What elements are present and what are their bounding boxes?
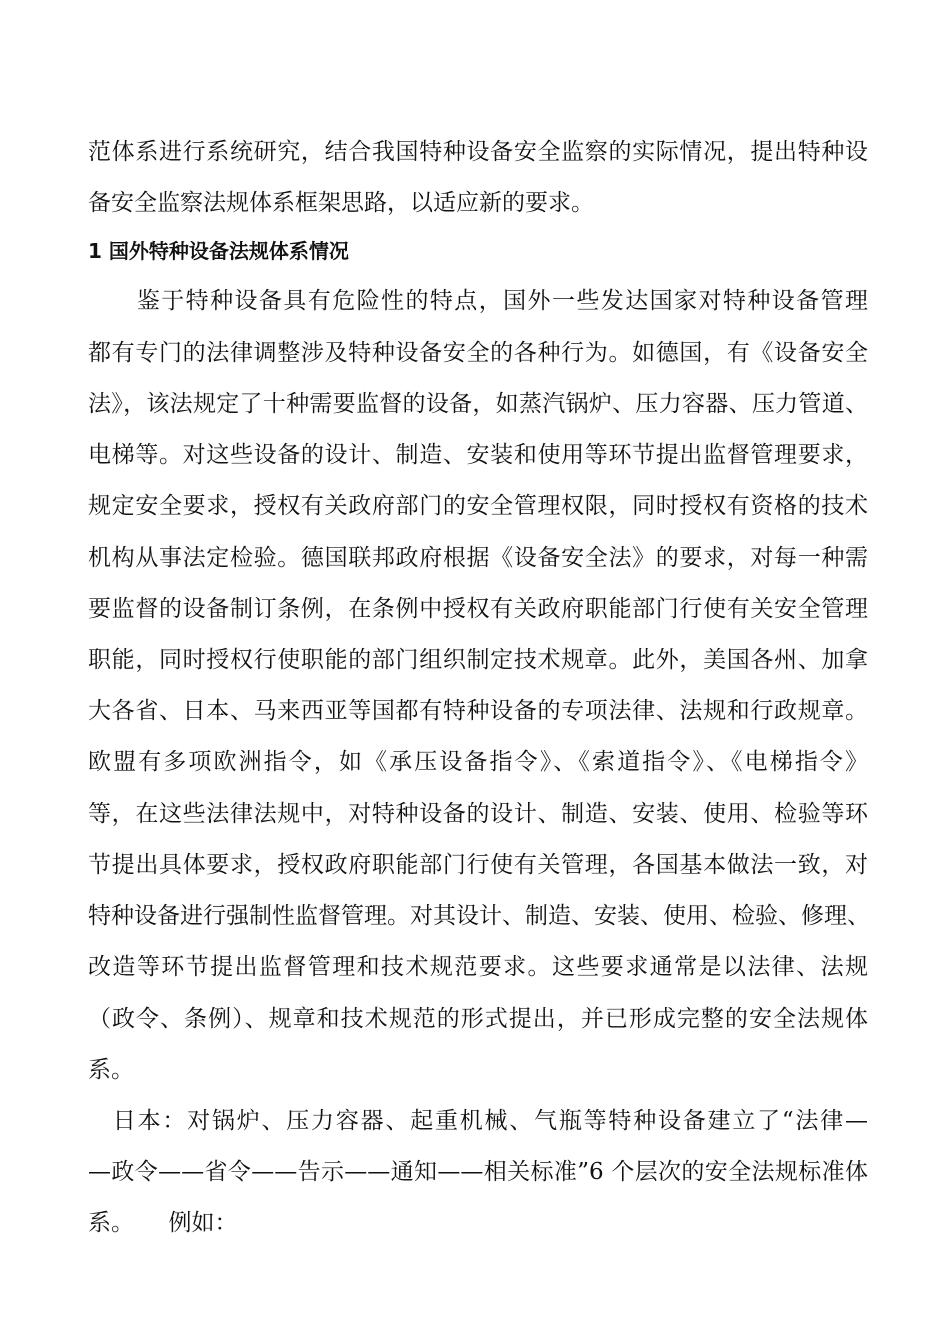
paragraph1-line-4: 电梯等。对这些设备的设计、制造、安装和使用等环节提出监督管理要求， (88, 442, 868, 468)
paragraph1-line-12: 节提出具体要求，授权政府职能部门行使有关管理，各国基本做法一致，对 (88, 852, 868, 878)
paragraph2-line-3: 系。 例如： (88, 1210, 238, 1236)
paragraph1-line-16: 系。 (88, 1057, 134, 1083)
section-heading: 1 国外特种设备法规体系情况 (88, 239, 349, 263)
paragraph1-line-3: 法》，该法规定了十种需要监督的设备，如蒸汽锅炉、压力容器、压力管道、 (88, 391, 868, 417)
paragraph1-line-11: 等，在这些法律法规中，对特种设备的设计、制造、安装、使用、检验等环 (88, 801, 868, 827)
paragraph1-line-5: 规定安全要求，授权有关政府部门的安全管理权限，同时授权有资格的技术 (88, 493, 868, 519)
paragraph1-line-2: 都有专门的法律调整涉及特种设备安全的各种行为。如德国，有《设备安全 (88, 340, 868, 366)
paragraph2-line-1: 日本：对锅炉、压力容器、起重机械、气瓶等特种设备建立了“法律— (88, 1108, 868, 1134)
paragraph1-line-8: 职能，同时授权行使职能的部门组织制定技术规章。此外，美国各州、加拿 (88, 647, 868, 673)
paragraph2-line-2: —政令——省令——告示——通知——相关标准”6 个层次的安全法规标准体 (88, 1159, 868, 1185)
paragraph1-line-9: 大各省、日本、马来西亚等国都有特种设备的专项法律、法规和行政规章。 (88, 698, 868, 724)
paragraph1-line-14: 改造等环节提出监督管理和技术规范要求。这些要求通常是以法律、法规 (88, 954, 868, 980)
intro-line-1: 范体系进行系统研究，结合我国特种设备安全监察的实际情况，提出特种设 (88, 139, 868, 165)
paragraph1-line-1: 鉴于特种设备具有危险性的特点，国外一些发达国家对特种设备管理 (88, 288, 868, 314)
intro-line-2: 备安全监察法规体系框架思路，以适应新的要求。 (88, 190, 594, 216)
paragraph1-line-15: （政令、条例）、规章和技术规范的形式提出，并已形成完整的安全法规体 (88, 1006, 868, 1032)
paragraph1-line-10: 欧盟有多项欧洲指令，如《承压设备指令》、《索道指令》、《电梯指令》 (88, 749, 868, 775)
paragraph1-line-6: 机构从事法定检验。德国联邦政府根据《设备安全法》的要求，对每一种需 (88, 545, 868, 571)
paragraph1-line-7: 要监督的设备制订条例，在条例中授权有关政府职能部门行使有关安全管理 (88, 596, 868, 622)
paragraph1-line-13: 特种设备进行强制性监督管理。对其设计、制造、安装、使用、检验、修理、 (88, 903, 870, 929)
